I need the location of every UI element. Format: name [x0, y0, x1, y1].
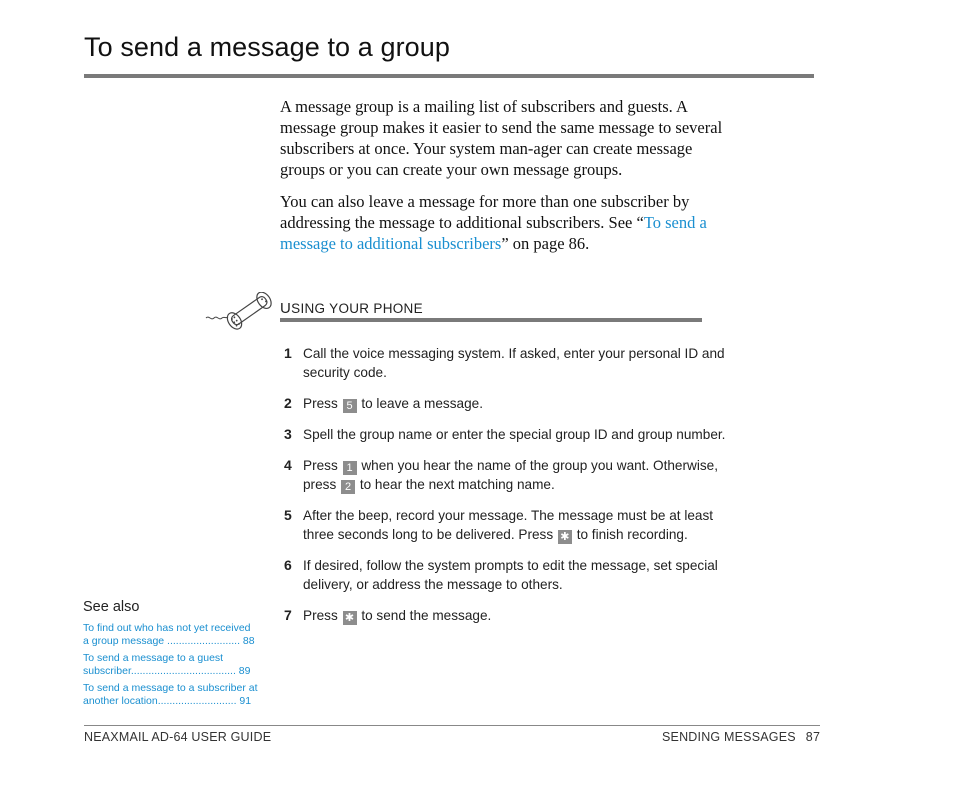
page-number: 87 [805, 730, 821, 744]
step-text: Press [303, 396, 342, 411]
see-also-link-another-location[interactable] [83, 682, 263, 708]
additional-subscribers-link[interactable]: To send a message to additional subscribers [280, 213, 707, 253]
section-heading-rest: SING YOUR PHONE [291, 301, 423, 316]
step-number: 3 [284, 426, 292, 442]
footer-section [662, 730, 820, 744]
see-also-link-line: another location........................... 91 [83, 695, 252, 707]
step-1 [284, 344, 734, 382]
intro-paragraph-2-before: You can also leave a message for more than one subscriber by addressing the message to additional subscribers. See “ [280, 192, 690, 232]
title-divider [84, 74, 814, 78]
see-also-link-line: subscriber.................................... 89 [83, 665, 251, 677]
see-also-link-guest-subscriber[interactable] [83, 652, 263, 678]
footer-guide-title: NEAXMAIL AD-64 USER GUIDE [84, 730, 272, 744]
see-also-link-line: To find out who has not yet received [83, 622, 251, 634]
step-2 [284, 394, 734, 413]
see-also-link-line: To send a message to a subscriber at [83, 682, 258, 694]
step-number: 1 [284, 345, 292, 361]
page-title: To send a message to a group [84, 32, 451, 62]
section-heading [280, 300, 423, 317]
key-1-icon: 1 [343, 461, 357, 475]
key-5-icon: 5 [343, 399, 357, 413]
section-divider [280, 318, 702, 322]
see-also-link-line: To send a message to a guest [83, 652, 224, 664]
intro-paragraph-2-after: ” on page 86. [501, 234, 590, 253]
footer-divider [84, 725, 820, 726]
step-number: 2 [284, 395, 292, 411]
telephone-handset-icon [204, 292, 276, 334]
step-6 [284, 556, 734, 594]
step-text: when you hear the name of the group you want. Otherwise, press [303, 458, 718, 492]
step-text: Press [303, 458, 342, 473]
see-also-link-guest-not-received[interactable] [83, 622, 263, 648]
intro-paragraph-1: A message group is a mailing list of subscribers and guests. A message group makes it easier to send the same message to several subscribers at once. Your system man-ager can create message groups or you can create your own message groups. [280, 97, 723, 179]
step-text: to finish recording. [576, 527, 688, 542]
step-text: to hear the next matching name. [359, 477, 555, 492]
key-star-icon: ✱ [343, 611, 357, 625]
step-text: Press [303, 608, 342, 623]
intro-text [280, 96, 730, 265]
see-also-heading: See also [83, 599, 140, 615]
footer-section-title: SENDING MESSAGES [662, 730, 796, 744]
step-number: 6 [284, 557, 292, 573]
step-3 [284, 425, 734, 444]
step-number: 7 [284, 607, 292, 623]
step-text: to send the message. [361, 608, 492, 623]
key-2-icon: 2 [341, 480, 355, 494]
see-also-list [83, 622, 263, 712]
step-7 [284, 606, 734, 625]
section-heading-initial: U [280, 300, 292, 317]
step-number: 4 [284, 457, 292, 473]
see-also-link-line: a group message ......................... 88 [83, 635, 255, 647]
step-5 [284, 506, 734, 544]
intro-paragraph-2 [280, 191, 730, 254]
step-text: Spell the group name or enter the special group ID and group number. [303, 427, 726, 442]
step-text: to leave a message. [361, 396, 483, 411]
step-text: After the beep, record your message. The message must be at least three seconds long to be delivered. Press [303, 508, 714, 542]
step-number: 5 [284, 507, 292, 523]
step-4 [284, 456, 734, 494]
steps-list [284, 344, 734, 637]
step-text: Call the voice messaging system. If asked, enter your personal ID and security code. [303, 346, 725, 380]
key-star-icon: ✱ [558, 530, 572, 544]
step-text: If desired, follow the system prompts to edit the message, set special delivery, or address the message to others. [303, 558, 718, 592]
